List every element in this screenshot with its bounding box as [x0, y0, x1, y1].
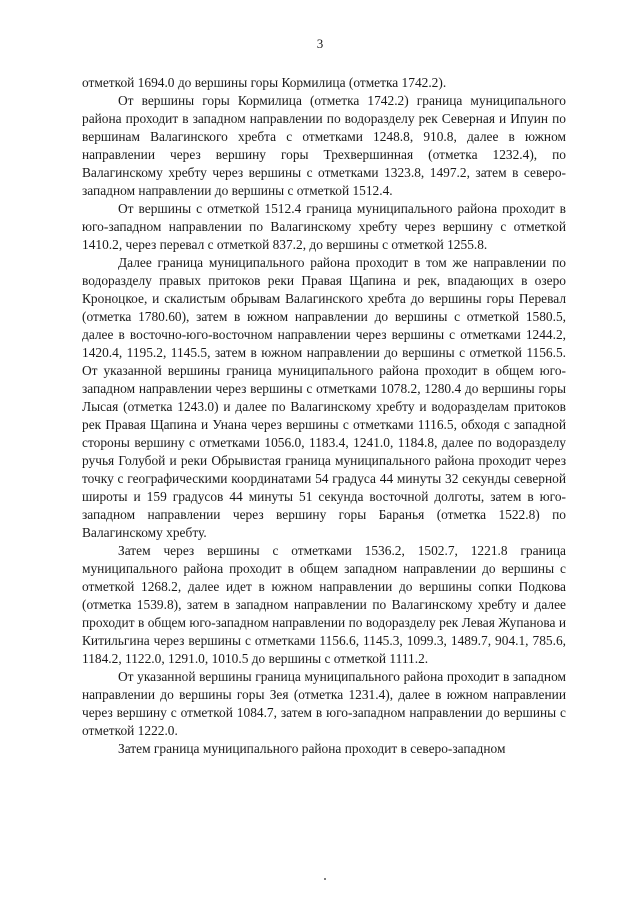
paragraph: Далее граница муниципального района проходит в том же направлении по водоразделу правых притоков реки Правая Щапина и рек, впадающих в озеро Кроноцкое, и скалистым обрывам Валагинского хребта до вершины горы Перевал (отметка 1780.60), затем в южном направлении до вершины с отметкой 1580.5, далее в восточно-юго-восточном направлении через вершины с отметками 1244.2, 1420.4, 1195.2, 1145.5, затем в южном направлении до вершины с отметкой 1156.5. От указанной вершины граница муниципального района проходит в общем юго-западном направлении через вершины с отметками 1078.2, 1280.4 до вершины горы Лысая (отметка 1243.0) и далее по Валагинскому хребту и водоразделам притоков рек Правая Щапина и Унана через вершины с отметками 1116.5, обходя с западной стороны вершину с отметками 1056.0, 1183.4, 1241.0, 1184.8, далее по водоразделу ручья Голубой и реки Обрывистая граница муниципального района проходит через точку с географическими координатами 54 градуса 44 минуты 32 секунды северной широты и 159 градусов 44 минуты 51 секунда восточной долготы, затем в юго-западном направлении через вершину горы Баранья (отметка 1522.8) по Валагинскому хребту. [82, 255, 566, 540]
paragraph: От вершины с отметкой 1512.4 граница муниципального района проходит в юго-западном направлении по Валагинскому хребту через вершину с отметкой 1410.2, через перевал с отметкой 837.2, до вершины с отметкой 1255.8. [82, 201, 566, 252]
paragraph: отметкой 1694.0 до вершины горы Кормилица (отметка 1742.2). [82, 75, 447, 90]
scan-speck [324, 878, 326, 880]
paragraph: От вершины горы Кормилица (отметка 1742.2) граница муниципального района проходит в западном направлении по водоразделу рек Северная и Ипуин по вершинам Валагинского хребта с отметками 1248.8, 910.8, далее в южном направлении через вершину горы Трехвершинная (отметка 1232.4), по Валагинскому хребту через вершины с отметками 1323.8, 1497.2, затем в северо-западном направлении до вершины с отметкой 1512.4. [82, 93, 566, 198]
paragraph-continued: Затем граница муниципального района проходит в северо-западном [118, 741, 506, 756]
page-number: 3 [316, 36, 324, 51]
paragraph: Затем через вершины с отметками 1536.2, 1502.7, 1221.8 граница муниципального района проходит в общем западном направлении до вершины с отметкой 1268.2, далее идет в южном направлении до вершины сопки Подкова (отметка 1539.8), затем в западном направлении по Валагинскому хребту и далее проходит в общем юго-западном направлении по водоразделу рек Левая Жупанова и Китильгина через вершины с отметками 1156.6, 1145.3, 1099.3, 1489.7, 904.1, 785.6, 1184.2, 1122.0, 1291.0, 1010.5 до вершины с отметкой 1111.2. [82, 543, 566, 666]
document-body [82, 74, 566, 758]
paragraph: От указанной вершины граница муниципального района проходит в западном направлении до вершины горы Зея (отметка 1231.4), далее в южном направлении через вершину с отметкой 1084.7, затем в юго-западном направлении до вершины с отметкой 1222.0. [82, 669, 566, 738]
